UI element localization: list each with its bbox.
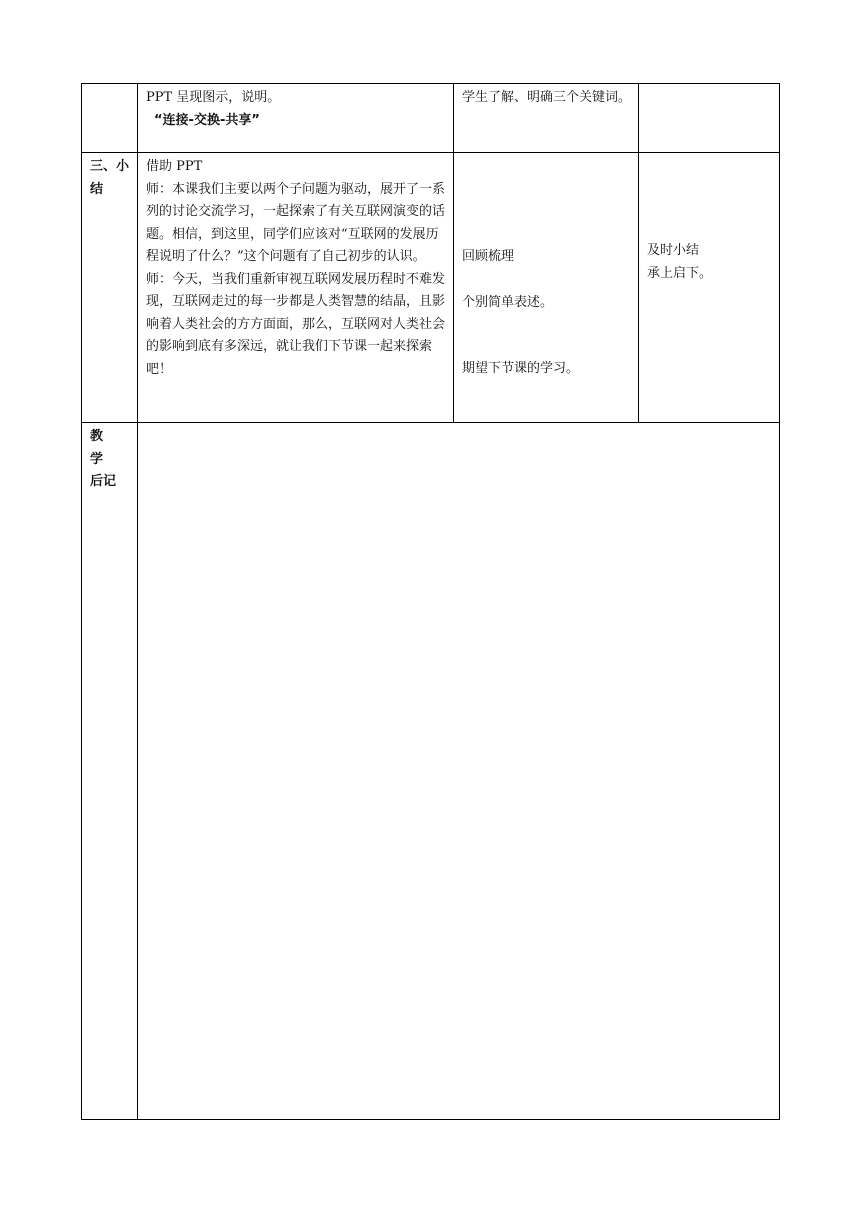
teacher-text: 借助 PPT (146, 159, 203, 174)
design-intent-cell (639, 153, 780, 423)
section-label-text: 后记 (90, 474, 117, 489)
table-row (82, 423, 780, 1120)
section-label-text: 教学 (90, 429, 114, 467)
student-text: 回顾梳理 (462, 249, 515, 264)
intent-text: 承上启下。 (647, 265, 713, 281)
student-text: 个别简单表述。 (462, 294, 554, 310)
student-activity-cell (454, 84, 639, 153)
section-label-text: 三、小结 (90, 159, 130, 197)
student-text: 期望下节课的学习。 (462, 361, 580, 376)
table-row (82, 84, 780, 153)
notes-content-cell (138, 423, 780, 1120)
student-activity-cell (454, 153, 639, 423)
design-intent-cell (639, 84, 780, 153)
keywords-text: “连接-交换-共享” (154, 112, 260, 128)
intent-text: 及时小结 (647, 243, 700, 258)
teacher-activity-cell (138, 153, 454, 423)
teacher-text: PPT 呈现图示，说明。 (146, 90, 281, 105)
teacher-activity-cell (138, 84, 454, 153)
section-label-notes (82, 423, 138, 1120)
teacher-text: 师：今天，当我们重新审视互联网发展历程时不难发现，互联网走过的每一步都是人类智慧的结晶，且影响着人类社会的方方面面，那么，互联网对人类社会的影响到底有多深远，就让我们下节课一起来探索吧！ (146, 271, 446, 377)
teacher-text: 师：本课我们主要以两个子问题为驱动，展开了一系列的讨论交流学习，一起探索了有关互联网演变的话题。相信，到这里，同学们应该对“互联网的发展历程说明了什么？”这个问题有了自己初步的认识。 (146, 181, 446, 264)
section-label-summary (82, 153, 138, 423)
section-cell (82, 84, 138, 153)
lesson-plan-table (81, 83, 780, 1120)
student-text: 学生了解、明确三个关键词。 (462, 90, 632, 105)
table-row (82, 153, 780, 423)
